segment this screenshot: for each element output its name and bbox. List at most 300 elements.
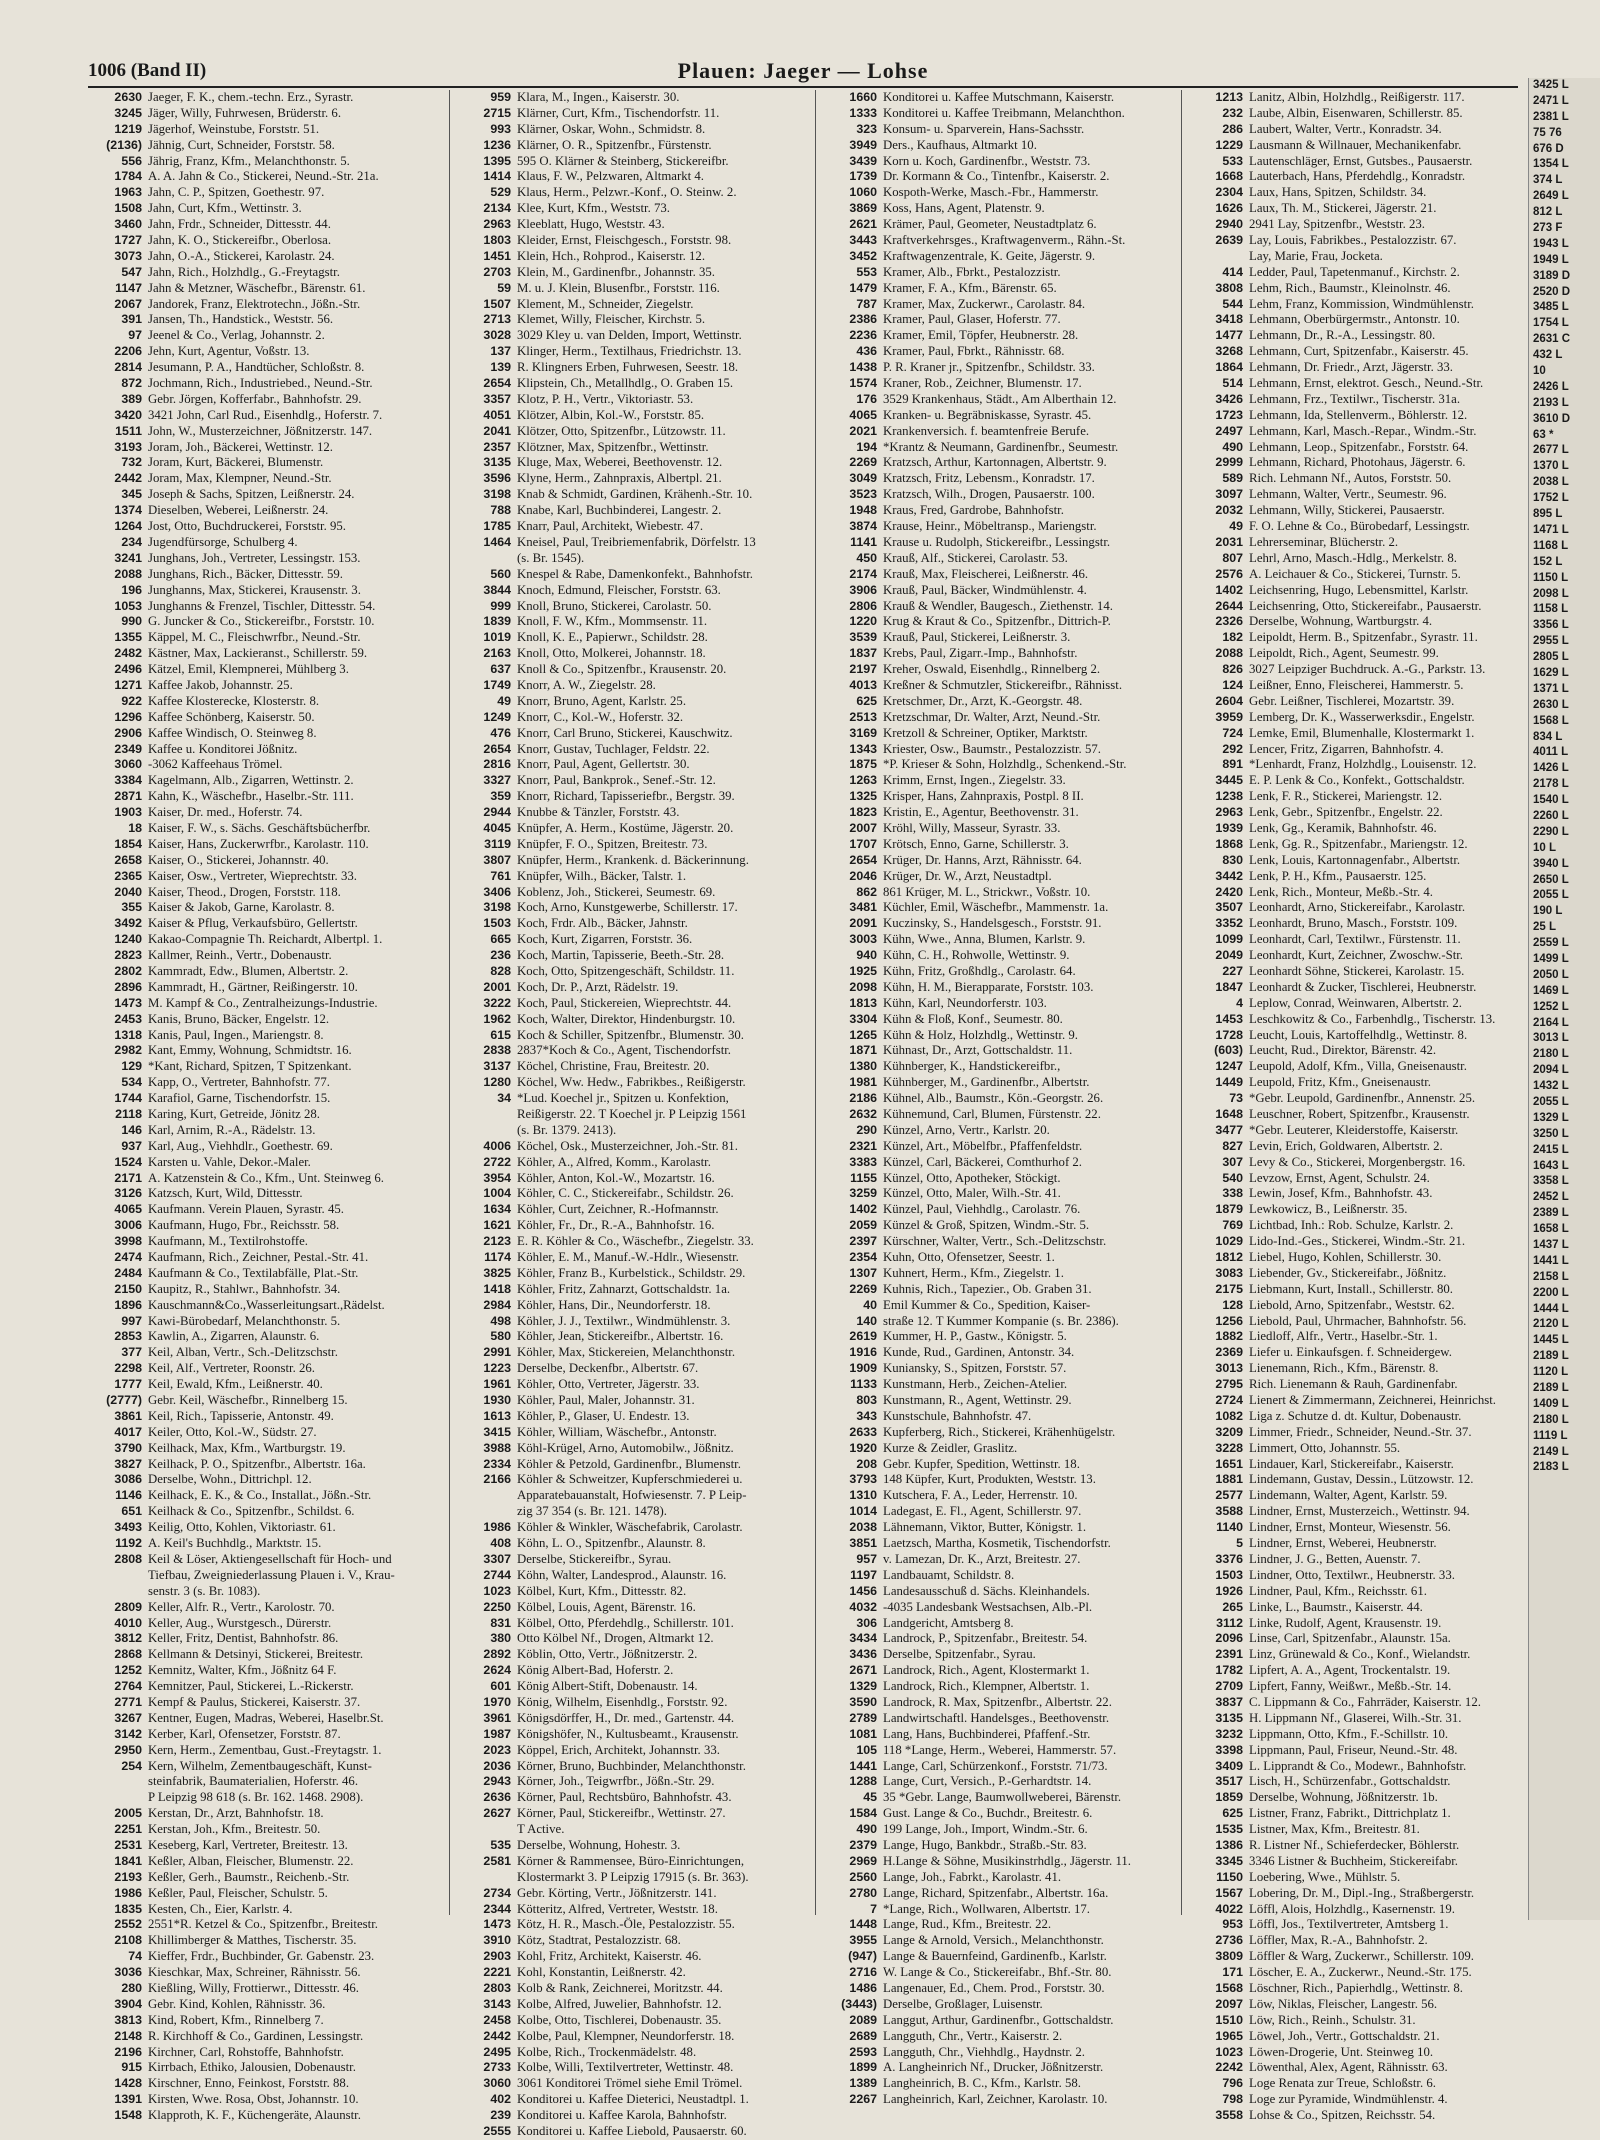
entry-text: Loge Renata zur Treue, Schloßstr. 6.	[1249, 2076, 1436, 2091]
directory-entry	[821, 90, 1177, 106]
entry-text: Kraner, Rob., Zeichner, Blumenstr. 17.	[883, 376, 1082, 391]
entry-text: Kreßner & Schmutzler, Stickereifbr., Rähnisst.	[883, 677, 1123, 692]
directory-entry	[1187, 2092, 1521, 2108]
directory-entry	[86, 853, 445, 869]
phone-number: 1256	[1215, 1313, 1243, 1328]
phone-number: 1271	[114, 677, 142, 692]
edge-fragment: 10	[1533, 365, 1546, 378]
phone-number: 3426	[1215, 391, 1243, 406]
directory-entry	[455, 1202, 811, 1218]
directory-entry	[1187, 837, 1521, 853]
entry-text: Lenk, Gg., Keramik, Bahnhofstr. 46.	[1249, 820, 1437, 835]
directory-entry	[1187, 710, 1521, 726]
phone-number: 2654	[483, 741, 511, 756]
phone-number: 414	[1222, 264, 1243, 279]
entry-text: Karl, Aug., Viehhdlr., Goethestr. 69.	[148, 1138, 333, 1153]
phone-number: 2808	[114, 1551, 142, 1566]
directory-entry	[1187, 1075, 1521, 1091]
phone-number: 1395	[483, 153, 511, 168]
entry-text: Kaiser, Hans, Zuckerwrfbr., Karolastr. 110.	[148, 836, 369, 851]
directory-entry	[1187, 1028, 1521, 1044]
adjacent-page-edge	[1528, 78, 1600, 1920]
phone-number: 2088	[114, 566, 142, 581]
directory-entry	[1187, 1059, 1521, 1075]
entry-text: Gebr. Kupfer, Spedition, Wettinstr. 18.	[883, 1456, 1080, 1471]
phone-number: 1728	[1215, 1027, 1243, 1042]
directory-entry	[86, 1806, 445, 1822]
phone-number: 1503	[483, 916, 511, 931]
directory-entry	[1187, 1631, 1521, 1647]
phone-number: 872	[121, 376, 142, 391]
column-divider	[1181, 90, 1182, 1915]
directory-entry	[455, 1584, 811, 1600]
phone-number: 3439	[849, 153, 877, 168]
entry-text: Lipfert, Fanny, Weißwr., Meßb.-Str. 14.	[1249, 1679, 1452, 1694]
entry-text: 861 Krüger, M. L., Strickwr., Voßstr. 10.	[883, 884, 1091, 899]
phone-number: 234	[121, 534, 142, 549]
phone-number: 2174	[849, 566, 877, 581]
directory-entry	[455, 1314, 811, 1330]
directory-entry	[1187, 1806, 1521, 1822]
entry-text: Krämer, Paul, Geometer, Neustadtplatz 6.	[883, 217, 1097, 232]
entry-text: Lisch, H., Schürzenfabr., Gottschaldstr.	[1249, 1774, 1451, 1789]
entry-text: Keller, Fritz, Dentist, Bahnhofstr. 86.	[148, 1631, 339, 1646]
directory-entry	[455, 1949, 811, 1965]
phone-number: 1146	[115, 1488, 142, 1503]
phone-number: 196	[121, 582, 142, 597]
directory-entry	[1187, 2013, 1521, 2029]
directory-entry	[1187, 1488, 1521, 1504]
phone-number: 2304	[1215, 185, 1243, 200]
phone-number: 1948	[849, 503, 877, 518]
edge-fragment: 2650 L	[1533, 873, 1569, 886]
directory-entry	[455, 360, 811, 376]
entry-text: Lindemann, Gustav, Dessin., Lützowstr. 12.	[1249, 1472, 1474, 1487]
phone-number	[86, 1774, 148, 1790]
directory-entry	[455, 408, 811, 424]
phone-number: 2108	[114, 1933, 142, 1948]
phone-number: 514	[1222, 376, 1243, 391]
directory-entry	[821, 900, 1177, 916]
directory-entry	[86, 217, 445, 233]
directory-entry	[455, 471, 811, 487]
entry-text: Tiefbau, Zweigniederlassung Plauen i. V., Krau-	[148, 1567, 395, 1582]
entry-text: Klärner, Oskar, Wohn., Schmidstr. 8.	[517, 121, 706, 136]
directory-entry	[821, 1139, 1177, 1155]
directory-entry	[455, 1552, 811, 1568]
entry-text: Lehmann, Curt, Spitzenfabr., Kaiserstr. 45.	[1249, 344, 1469, 359]
directory-entry	[1187, 1854, 1521, 1870]
directory-entry	[821, 1949, 1177, 1965]
entry-text: Loge zur Pyramide, Windmühlenstr. 4.	[1249, 2092, 1448, 2107]
directory-entry	[821, 1250, 1177, 1266]
phone-number: 4065	[114, 1202, 142, 1217]
entry-text: Langheinrich, B. C., Kfm., Karlstr. 58.	[883, 2076, 1081, 2091]
entry-text: Kant, Emmy, Wohnung, Schmidtstr. 16.	[148, 1043, 352, 1058]
phone-number: 1574	[849, 376, 877, 391]
phone-number: 2442	[483, 2028, 511, 2043]
entry-text: Kieschkar, Max, Schreiner, Rähnisstr. 56.	[148, 1965, 361, 1980]
page-title: Plauen: Jaeger — Lohse	[677, 58, 929, 83]
entry-text: Junghanns, Max, Stickerei, Krausenstr. 3.	[148, 582, 361, 597]
entry-text: Keilhack, P. O., Spitzenfbr., Albertstr. 16a.	[148, 1456, 366, 1471]
entry-text: Jähnig, Curt, Schneider, Forststr. 58.	[148, 137, 335, 152]
directory-entry	[821, 1997, 1177, 2013]
entry-text: Kramer, Emil, Töpfer, Heubnerstr. 28.	[883, 328, 1079, 343]
entry-text: Kretschmer, Dr., Arzt, K.-Georgstr. 48.	[883, 693, 1083, 708]
phone-number: 3097	[1215, 487, 1243, 502]
edge-fragment: 3250 L	[1533, 1127, 1569, 1140]
directory-entry	[1187, 2108, 1521, 2124]
phone-number: 4065	[849, 407, 877, 422]
entry-text: Kieffer, Frdr., Buchbinder, Gr. Gabenstr. 23.	[148, 1949, 375, 1964]
directory-entry	[455, 392, 811, 408]
phone-number: 2326	[1215, 614, 1243, 629]
phone-number: 2795	[1215, 1377, 1243, 1392]
entry-text: Lange & Arnold, Versich., Melanchthonstr.	[883, 1933, 1104, 1948]
phone-number: (603)	[1214, 1043, 1243, 1058]
phone-number: 402	[490, 2092, 511, 2107]
phone-number: 3198	[483, 900, 511, 915]
directory-entry	[1187, 169, 1521, 185]
entry-text: A. Leichauer & Co., Stickerei, Turnstr. 5.	[1249, 566, 1461, 581]
entry-text: Korn u. Koch, Gardinenfbr., Weststr. 73.	[883, 153, 1091, 168]
phone-number: 3193	[114, 439, 142, 454]
entry-text: 118 *Lange, Herm., Weberei, Hammerstr. 57.	[883, 1742, 1117, 1757]
directory-entry	[1187, 948, 1521, 964]
directory-entry	[821, 1329, 1177, 1345]
directory-entry	[1187, 1139, 1521, 1155]
directory-entry	[455, 233, 811, 249]
directory-entry	[821, 567, 1177, 583]
entry-text: Klein, M., Gardinenfbr., Johannstr. 35.	[517, 264, 715, 279]
column-2	[455, 90, 811, 2140]
directory-entry	[821, 1488, 1177, 1504]
entry-text: senstr. 3 (s. Br. 1083).	[148, 1583, 261, 1598]
phone-number: 2703	[483, 264, 511, 279]
entry-text: Klinger, Herm., Textilhaus, Friedrichstr. 13.	[517, 344, 742, 359]
entry-text: Levzow, Ernst, Agent, Schulstr. 24.	[1249, 1170, 1430, 1185]
edge-fragment: 273 F	[1533, 222, 1563, 235]
phone-number: 1197	[850, 1567, 877, 1582]
entry-text: Laubert, Walter, Vertr., Konradstr. 34.	[1249, 121, 1442, 136]
entry-text: Künzel, Otto, Apotheker, Stöckigt.	[883, 1170, 1061, 1185]
entry-text: Keßler, Paul, Fleischer, Schulstr. 5.	[148, 1885, 328, 1900]
phone-number: 3083	[1215, 1265, 1243, 1280]
phone-number: (2136)	[106, 137, 142, 152]
directory-entry	[1187, 138, 1521, 154]
phone-number: 2555	[483, 2124, 511, 2138]
phone-number: 1899	[849, 2060, 877, 2075]
entry-text: Körner, Bruno, Buchbinder, Melanchthonstr.	[517, 1758, 746, 1773]
entry-text: Knorr, C., Kol.-W., Hoferstr. 32.	[517, 709, 684, 724]
directory-entry	[821, 1504, 1177, 1520]
edge-fragment: 2200 L	[1533, 1286, 1569, 1299]
entry-text: 35 *Gebr. Lange, Baumwollweberei, Bärenstr.	[883, 1790, 1122, 1805]
phone-number: 2531	[114, 1837, 142, 1852]
entry-text: Kunstmann, Herb., Zeichen-Atelier.	[883, 1377, 1068, 1392]
directory-entry	[1187, 122, 1521, 138]
entry-text: Köhler, A., Alfred, Komm., Karolastr.	[517, 1154, 711, 1169]
entry-text: Leipoldt, Herm. B., Spitzenfabr., Syrastr. 11.	[1249, 630, 1478, 645]
entry-text: Derselbe, Wohnung, Jößnitzerstr. 1b.	[1249, 1790, 1438, 1805]
phone-number: 3793	[849, 1472, 877, 1487]
edge-fragment: 3189 D	[1533, 269, 1571, 282]
entry-text: Kempf & Paulus, Stickerei, Kaiserstr. 37.	[148, 1694, 361, 1709]
directory-entry	[86, 1933, 445, 1949]
entry-text: Leonhardt, Arno, Stickereifabr., Karolastr.	[1249, 900, 1466, 915]
entry-text: Keilhack, E. K., & Co., Installat., Jößn.-Str.	[148, 1488, 372, 1503]
directory-entry	[1187, 312, 1521, 328]
entry-text: Künzel, Otto, Maler, Wilh.-Str. 41.	[883, 1186, 1061, 1201]
entry-text: Kesten, Ch., Eier, Karlstr. 4.	[148, 1901, 293, 1916]
entry-text: Köhler, Franz B., Kurbelstick., Schildstr. 29.	[517, 1265, 746, 1280]
directory-entry	[821, 217, 1177, 233]
phone-number: 3590	[849, 1694, 877, 1709]
directory-entry	[1187, 1091, 1521, 1107]
entry-text: Klein, Hch., Rohprod., Kaiserstr. 12.	[517, 248, 706, 263]
phone-number: 3222	[483, 995, 511, 1010]
phone-number: 2321	[849, 1138, 877, 1153]
directory-entry	[1187, 1234, 1521, 1250]
phone-number: 1473	[483, 1917, 511, 1932]
entry-text: L. Lipprandt & Co., Modewr., Bahnhofstr.	[1249, 1758, 1467, 1773]
entry-text: Landbauamt, Schildstr. 8.	[883, 1567, 1015, 1582]
directory-entry	[86, 1759, 445, 1775]
entry-text: Knoch, Edmund, Fleischer, Forststr. 63.	[517, 582, 721, 597]
phone-number: 1220	[849, 614, 877, 629]
directory-entry	[86, 1075, 445, 1091]
entry-text: Ledder, Paul, Tapetenmanuf., Kirchstr. 2.	[1249, 264, 1460, 279]
phone-number: 732	[121, 455, 142, 470]
entry-text: Köhler, C. C., Stickereifabr., Schildstr. 26.	[517, 1186, 734, 1201]
phone-number: 3481	[849, 900, 877, 915]
directory-entry	[821, 2060, 1177, 2076]
directory-entry	[1187, 1043, 1521, 1059]
entry-text: Lähnemann, Viktor, Butter, Königstr. 1.	[883, 1520, 1087, 1535]
directory-entry	[455, 1282, 811, 1298]
edge-fragment: 1445 L	[1533, 1334, 1569, 1347]
directory-entry	[821, 1091, 1177, 1107]
phone-number: 2021	[849, 423, 877, 438]
directory-entry	[455, 1647, 811, 1663]
phone-number: 2391	[1215, 1647, 1243, 1662]
entry-text: Leucht, Louis, Kartoffelhdlg., Wettinstr. 8.	[1249, 1027, 1468, 1042]
directory-entry	[455, 281, 811, 297]
entry-text: 2551*R. Ketzel & Co., Spitzenfbr., Breitestr.	[148, 1917, 378, 1932]
entry-text: Lehmann, Dr. Friedr., Arzt, Jägerstr. 33.	[1249, 360, 1453, 375]
directory-entry	[455, 964, 811, 980]
directory-entry	[86, 312, 445, 328]
edge-fragment: 25 L	[1533, 921, 1557, 934]
directory-entry	[455, 169, 811, 185]
phone-number: 2369	[1215, 1345, 1243, 1360]
directory-entry	[455, 2060, 811, 2076]
phone-number: 1879	[1215, 1202, 1243, 1217]
phone-number: 2197	[849, 662, 877, 677]
entry-text: Kölbel, Otto, Pferdehdlg., Schillerstr. 101.	[517, 1615, 734, 1630]
directory-entry	[86, 567, 445, 583]
phone-number: 580	[490, 1329, 511, 1344]
phone-number: 2630	[114, 90, 142, 104]
entry-text: Kraftwagenzentrale, K. Geite, Jägerstr. 9.	[883, 248, 1096, 263]
phone-number: 2482	[114, 646, 142, 661]
entry-text: Kuczinsky, S., Handelsgesch., Forststr. 91.	[883, 916, 1102, 931]
entry-text: Kind, Robert, Kfm., Rinnelberg 7.	[148, 2012, 324, 2027]
entry-text: Löwen-Drogerie, Unt. Steinweg 10.	[1249, 2044, 1434, 2059]
directory-entry	[455, 1028, 811, 1044]
phone-number: 1524	[114, 1154, 142, 1169]
entry-text: Gebr. Leißner, Tischlerei, Mozartstr. 39.	[1249, 693, 1455, 708]
directory-entry	[455, 122, 811, 138]
directory-entry	[86, 249, 445, 265]
phone-number: 1841	[114, 1853, 142, 1868]
directory-entry	[1187, 1329, 1521, 1345]
directory-entry	[86, 1091, 445, 1107]
entry-text: *Lud. Koechel jr., Spitzen u. Konfektion,	[517, 1091, 729, 1106]
directory-entry	[1187, 265, 1521, 281]
directory-entry	[86, 996, 445, 1012]
entry-text: Koch, Arno, Kunstgewerbe, Schillerstr. 17.	[517, 900, 738, 915]
entry-text: Kölbel, Kurt, Kfm., Dittesstr. 82.	[517, 1583, 687, 1598]
edge-fragment: 1752 L	[1533, 492, 1569, 505]
directory-entry	[455, 1727, 811, 1743]
directory-entry	[455, 2124, 811, 2140]
phone-number: 2513	[849, 709, 877, 724]
directory-entry	[86, 138, 445, 154]
directory-entry	[455, 440, 811, 456]
phone-number: 2298	[114, 1361, 142, 1376]
entry-text: Otto Kölbel Nf., Drogen, Altmarkt 12.	[517, 1631, 714, 1646]
entry-text: Kramer, Alb., Fbrkt., Pestalozzistr.	[883, 264, 1061, 279]
directory-entry	[86, 1107, 445, 1123]
phone-number: 2123	[483, 1234, 511, 1249]
phone-number: 830	[1222, 852, 1243, 867]
directory-entry	[821, 789, 1177, 805]
phone-number: 1252	[114, 1663, 142, 1678]
phone-number: 990	[121, 614, 142, 629]
phone-number: 2344	[483, 1901, 511, 1916]
entry-text: Keller, Alfr. R., Vertr., Karolostr. 70.	[148, 1599, 335, 1614]
directory-entry	[455, 2108, 811, 2124]
directory-entry	[86, 344, 445, 360]
directory-entry	[821, 726, 1177, 742]
directory-entry	[1187, 1361, 1521, 1377]
directory-entry	[1187, 201, 1521, 217]
phone-number: 1916	[849, 1345, 877, 1360]
entry-text: Kolbe, Otto, Tischlerei, Dobenaustr. 35.	[517, 2012, 722, 2027]
directory-entry	[821, 821, 1177, 837]
entry-text: Leonhardt, Kurt, Zeichner, Zwoschw.-Str.	[1249, 948, 1464, 963]
phone-number: 827	[1222, 1138, 1243, 1153]
phone-number: 2007	[849, 820, 877, 835]
phone-number: 3988	[483, 1440, 511, 1455]
directory-entry	[86, 408, 445, 424]
entry-text: Lippmann, Paul, Friseur, Neund.-Str. 48.	[1249, 1742, 1458, 1757]
phone-number: 3869	[849, 201, 877, 216]
entry-text: Keil, Alban, Vertr., Sch.-Delitzschstr.	[148, 1345, 338, 1360]
entry-text: Keil, Ewald, Kfm., Leißnerstr. 40.	[148, 1377, 323, 1392]
phone-number: 2386	[849, 312, 877, 327]
phone-number: 2089	[849, 2012, 877, 2027]
phone-number: 1464	[483, 534, 511, 549]
phone-number: 2091	[849, 916, 877, 931]
directory-entry	[86, 2045, 445, 2061]
entry-text: Kentner, Eugen, Madras, Weberei, Haselbr.St.	[148, 1710, 384, 1725]
phone-number: 937	[121, 1138, 142, 1153]
directory-entry	[821, 487, 1177, 503]
phone-number: 2940	[1215, 217, 1243, 232]
entry-text: Jahn, Curt, Kfm., Wettinstr. 3.	[148, 201, 302, 216]
edge-fragment: 2452 L	[1533, 1191, 1569, 1204]
entry-text: A. Katzenstein & Co., Kfm., Unt. Steinweg 6.	[148, 1170, 384, 1185]
entry-text: Kern, Wilhelm, Zementbaugeschäft, Kunst-	[148, 1758, 372, 1773]
phone-number: 2809	[114, 1599, 142, 1614]
entry-text: Karsten u. Vahle, Dekor.-Maler.	[148, 1154, 311, 1169]
phone-number: 1265	[849, 1027, 877, 1042]
phone-number: 338	[1222, 1186, 1243, 1201]
directory-entry	[821, 2029, 1177, 2045]
entry-text: Listner, Max, Kfm., Breitestr. 81.	[1249, 1822, 1420, 1837]
directory-entry	[1187, 551, 1521, 567]
directory-entry	[821, 1028, 1177, 1044]
edge-fragment: 374 L	[1533, 174, 1563, 187]
entry-text: Lienert & Zimmermann, Zeichnerei, Heinrichst.	[1249, 1393, 1496, 1408]
phone-number: 2560	[849, 1869, 877, 1884]
entry-text: Löscher, E. A., Zuckerwr., Neund.-Str. 175.	[1249, 1965, 1472, 1980]
phone-number: 1374	[114, 503, 142, 518]
entry-text: Langguth, Chr., Vertr., Kaiserstr. 2.	[883, 2028, 1063, 2043]
edge-fragment: 2805 L	[1533, 651, 1569, 664]
entry-text: Lausmann & Willnauer, Mechanikenfabr.	[1249, 137, 1462, 152]
directory-entry	[1187, 869, 1521, 885]
directory-entry	[455, 1759, 811, 1775]
directory-entry	[821, 1536, 1177, 1552]
directory-entry	[821, 265, 1177, 281]
phone-number: 625	[1222, 1806, 1243, 1821]
edge-fragment: 676 D	[1533, 142, 1564, 155]
phone-number: 826	[1222, 662, 1243, 677]
phone-number: 1508	[114, 201, 142, 216]
phone-number: 940	[856, 948, 877, 963]
entry-text: Knoll & Co., Spitzenfbr., Krausenstr. 20.	[517, 662, 727, 677]
directory-entry	[821, 249, 1177, 265]
directory-entry	[821, 773, 1177, 789]
directory-entry	[86, 1520, 445, 1536]
phone-number: 34	[497, 1091, 511, 1106]
phone-number: 2206	[114, 344, 142, 359]
entry-text: Levy & Co., Stickerei, Morgenbergstr. 16.	[1249, 1154, 1466, 1169]
entry-text: Krüger, Dr. Hanns, Arzt, Rähnisstr. 64.	[883, 852, 1082, 867]
edge-fragment: 2290 L	[1533, 825, 1569, 838]
phone-number: 3245	[114, 105, 142, 120]
directory-entry	[455, 1457, 811, 1473]
phone-number: 999	[490, 598, 511, 613]
entry-text: Kerstan, Joh., Kfm., Breitestr. 50.	[148, 1822, 321, 1837]
directory-entry	[821, 757, 1177, 773]
directory-entry	[455, 217, 811, 233]
phone-number: 3790	[114, 1440, 142, 1455]
directory-entry	[1187, 1457, 1521, 1473]
phone-number: 2186	[849, 1091, 877, 1106]
phone-number: 1930	[483, 1393, 511, 1408]
entry-text: Kakao-Compagnie Th. Reichardt, Albertpl. 1.	[148, 932, 383, 947]
phone-number: 3807	[483, 852, 511, 867]
entry-text: Krauß, Paul, Stickerei, Leißnerstr. 3.	[883, 630, 1071, 645]
phone-number: 2639	[1215, 233, 1243, 248]
entry-text: Kühn, Fritz, Großhdlg., Carolastr. 64.	[883, 963, 1076, 978]
phone-number: 129	[121, 1059, 142, 1074]
